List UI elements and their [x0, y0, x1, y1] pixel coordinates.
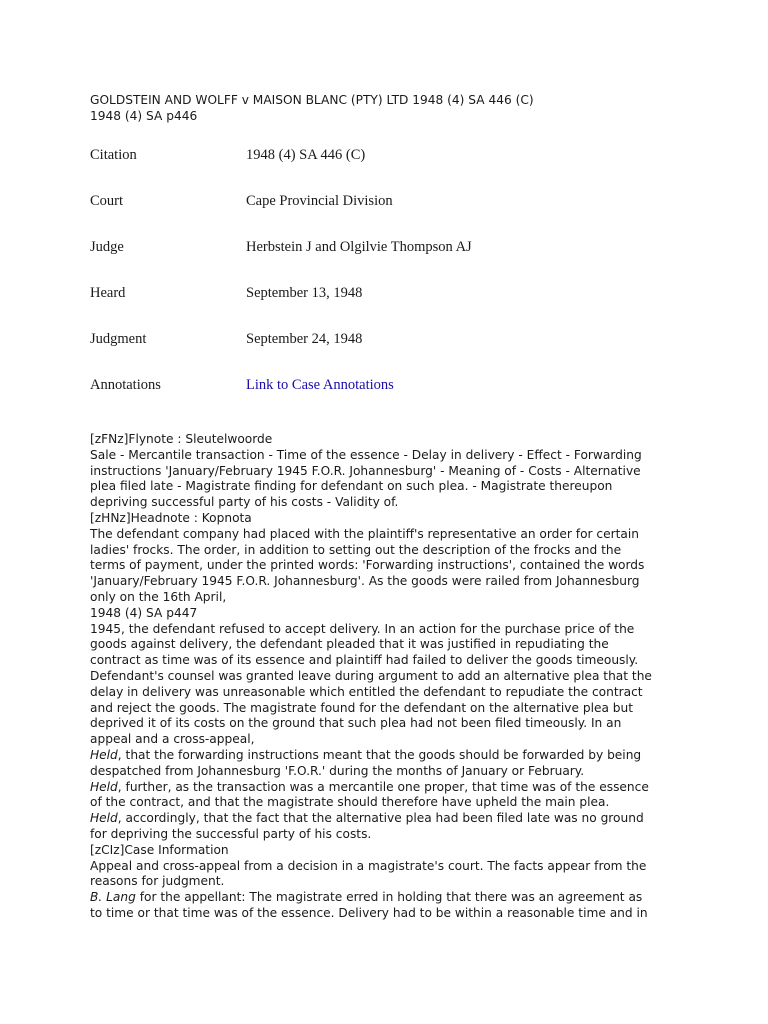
case-info-line: Appeal and cross-appeal from a decision in a magistrate's court. The facts appear from the [90, 858, 647, 873]
headnote-continuation-line: appeal and a cross-appeal, [90, 732, 255, 747]
citation-value: 1948 (4) SA 446 (C) [246, 146, 366, 163]
held-text: , further, as the transaction was a mercantile one proper, that time was of the essence [117, 779, 649, 794]
held-label: Held [90, 747, 118, 762]
headnote-continuation-line: contract as time was of its essence and plaintiff had failed to deliver the goods timeously. [90, 653, 639, 668]
held-paragraph-1 [90, 748, 690, 764]
headnote-continuation-line: 1945, the defendant refused to accept delivery. In an action for the purchase price of the [90, 621, 635, 636]
annotations-label: Annotations [90, 376, 161, 393]
court-value: Cape Provincial Division [246, 192, 393, 209]
judgment-value: September 24, 1948 [246, 330, 363, 347]
flynote-line: Sale - Mercantile transaction - Time of the essence - Delay in delivery - Effect - Forwarding [90, 447, 642, 462]
court-label: Court [90, 192, 124, 209]
judge-value: Herbstein J and Olgilvie Thompson AJ [246, 238, 472, 255]
held-paragraph-3 [90, 811, 690, 827]
headnote-continuation-line: Defendant's counsel was granted leave during argument to add an alternative plea that the [90, 668, 652, 683]
headnote-line: ladies' frocks. The order, in addition to setting out the description of the frocks and the [90, 542, 622, 557]
headnote-continuation-line: deprived it of its costs on the ground that such plea had not been filed timeously. In an [90, 716, 622, 731]
document-header [90, 93, 690, 423]
meta-row-court [90, 193, 690, 239]
meta-row-heard [90, 285, 690, 331]
meta-row-judge [90, 239, 690, 285]
counsel-paragraph [90, 890, 690, 906]
case-metadata-table [90, 147, 690, 423]
page-break-reference: 1948 (4) SA p447 [90, 605, 198, 620]
meta-row-citation [90, 147, 690, 193]
flynote-line: plea filed late - Magistrate finding for defendant on such plea. - Magistrate thereupon [90, 479, 613, 494]
heard-value: September 13, 1948 [246, 284, 363, 301]
case-info-line: reasons for judgment. [90, 874, 225, 889]
counsel-name: B. Lang [90, 890, 136, 905]
meta-row-judgment [90, 331, 690, 377]
held-label: Held [90, 811, 118, 826]
flynote-line: instructions 'January/February 1945 F.O.R. Johannesburg' - Meaning of - Costs - Alternative [90, 463, 641, 478]
headnote-continuation-line: delay in delivery was unreasonable which entitled the defendant to repudiate the contract [90, 684, 643, 699]
held-line: for depriving the successful party of his costs. [90, 826, 372, 841]
headnote-line: 'January/February 1945 F.O.R. Johannesburg'. As the goods were railed from Johannesburg [90, 574, 640, 589]
document-title: GOLDSTEIN AND WOLFF v MAISON BLANC (PTY) LTD 1948 (4) SA 446 (C) [90, 93, 534, 107]
flynote-line: depriving successful party of his costs - Validity of. [90, 495, 399, 510]
headnote-line: only on the 16th April, [90, 589, 227, 604]
held-line: despatched from Johannesburg 'F.O.R.' during the months of January or February. [90, 763, 585, 778]
judge-label: Judge [90, 238, 124, 255]
counsel-line: to time or that time was of the essence. Delivery had to be within a reasonable time and in [90, 905, 648, 920]
heard-label: Heard [90, 284, 126, 301]
headnote-line: The defendant company had placed with the plaintiff's representative an order for certain [90, 526, 639, 541]
headnote-continuation-line: and reject the goods. The magistrate found for the defendant on the alternative plea but [90, 700, 634, 715]
held-text: , that the forwarding instructions meant that the goods should be forwarded by being [117, 747, 642, 762]
flynote-heading: [zFNz]Flynote : Sleutelwoorde [90, 432, 273, 446]
meta-row-annotations [90, 377, 690, 423]
headnote-line: terms of payment, under the printed words: 'Forwarding instructions', contained the words [90, 558, 645, 573]
held-label: Held [90, 779, 118, 794]
case-annotations-link[interactable]: Link to Case Annotations [246, 376, 394, 393]
case-body [90, 432, 690, 922]
page-reference: 1948 (4) SA p446 [90, 108, 198, 123]
held-paragraph-2 [90, 780, 690, 796]
case-info-heading: [zCIz]Case Information [90, 842, 229, 857]
headnote-heading: [zHNz]Headnote : Kopnota [90, 510, 252, 525]
judgment-label: Judgment [90, 330, 147, 347]
counsel-text: for the appellant: The magistrate erred in holding that there was an agreement as [135, 890, 643, 905]
held-line: of the contract, and that the magistrate should therefore have upheld the main plea. [90, 795, 610, 810]
headnote-continuation-line: goods against delivery, the defendant pleaded that it was justified in repudiating the [90, 637, 609, 652]
citation-label: Citation [90, 146, 137, 163]
held-text: , accordingly, that the fact that the alternative plea had been filed late was no ground [117, 811, 644, 826]
